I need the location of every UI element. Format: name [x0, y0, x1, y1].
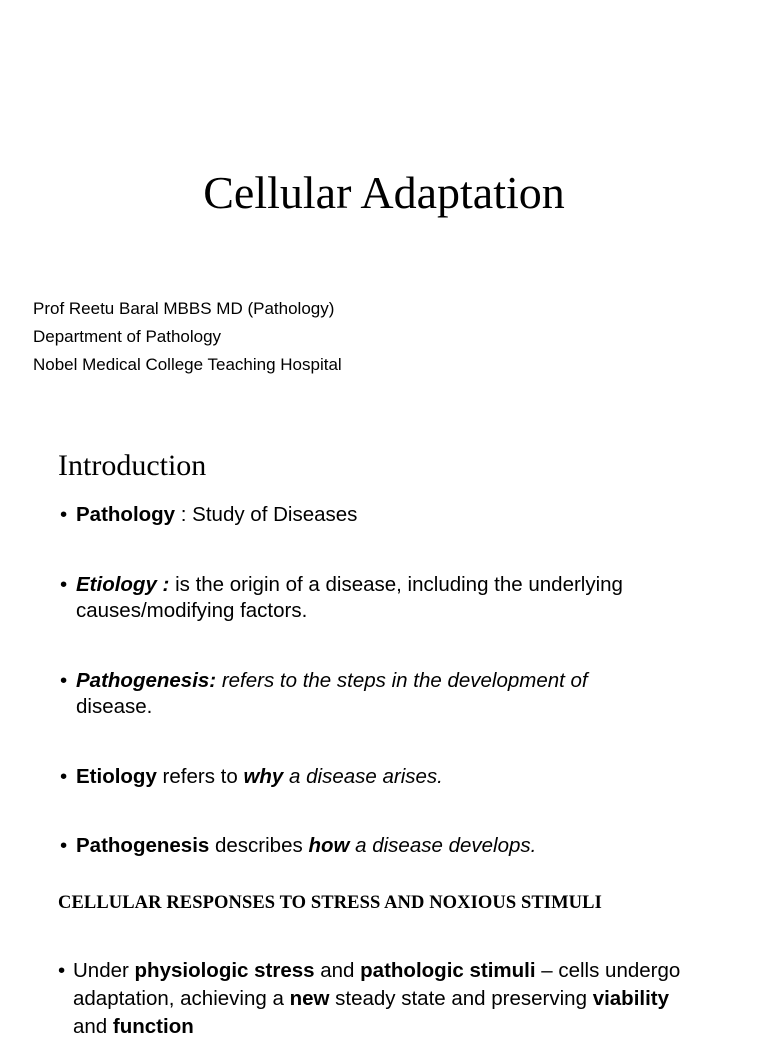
bullet-pathogenesis-how [60, 833, 740, 859]
text: Under [73, 959, 135, 982]
emphasis: how [308, 834, 350, 857]
bullet-cellular-adaptation [58, 957, 688, 1041]
text: describes [209, 834, 309, 857]
text: – cells undergo adaptation, achieving a [73, 959, 681, 1010]
emphasis: why [243, 765, 284, 788]
bullet-etiology [60, 572, 740, 624]
emphasis: physiologic stress [134, 959, 315, 982]
definition: is the origin of a disease, including the underlying causes/modifying factors. [76, 573, 623, 622]
author-block [33, 295, 342, 379]
text-italic: a disease arises. [283, 765, 443, 788]
bullet-pathology [60, 502, 740, 528]
author-institution: Nobel Medical College Teaching Hospital [33, 355, 342, 374]
bullet-dot: • [58, 959, 66, 982]
intro-heading: Introduction [58, 449, 207, 482]
term: Pathogenesis: [76, 669, 217, 692]
text: and [73, 1015, 113, 1038]
bullet-dot: • [60, 669, 68, 692]
definition: refers to the steps in the development of [216, 669, 588, 692]
bullet-dot: • [60, 834, 68, 857]
emphasis: viability [592, 987, 670, 1010]
bullet-dot: • [60, 573, 68, 596]
term: Pathology [76, 503, 176, 526]
text-italic: a disease develops. [349, 834, 537, 857]
term: Etiology : [76, 573, 170, 596]
definition: : Study of Diseases [175, 503, 358, 526]
definition-continued: disease. [76, 695, 153, 718]
term: Etiology [76, 765, 157, 788]
emphasis: function [112, 1015, 194, 1038]
text: and [314, 959, 361, 982]
text: refers to [156, 765, 244, 788]
emphasis: new [289, 987, 330, 1010]
slide-title: Cellular Adaptation [203, 167, 565, 218]
author-name: Prof Reetu Baral MBBS MD (Pathology) [33, 299, 335, 318]
emphasis: pathologic stimuli [360, 959, 536, 982]
bullet-dot: • [60, 503, 68, 526]
section-heading: CELLULAR RESPONSES TO STRESS AND NOXIOUS STIMULI [58, 893, 602, 913]
bullet-dot: • [60, 765, 68, 788]
term: Pathogenesis [76, 834, 210, 857]
author-department: Department of Pathology [33, 327, 222, 346]
text: steady state and preserving [329, 987, 593, 1010]
bullet-pathogenesis [60, 668, 740, 720]
bullet-etiology-why [60, 764, 740, 790]
